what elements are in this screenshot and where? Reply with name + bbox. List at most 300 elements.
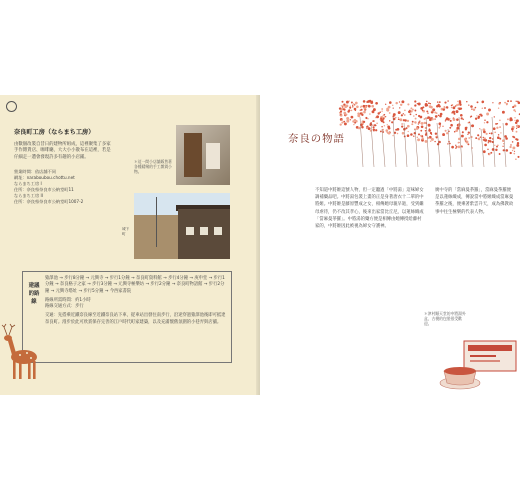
blossom-dot	[364, 105, 365, 106]
blossom-dot	[342, 105, 344, 107]
blossom-dot	[414, 110, 416, 112]
blossom-dot	[454, 131, 456, 133]
blossom-dot	[386, 109, 389, 112]
blossom-dot	[497, 123, 498, 124]
photo-caption: ＊津村順天堂的中將湯外盒，古樸的包裝很受歡迎。	[424, 311, 466, 327]
blossom-dot	[389, 112, 391, 114]
blossom-dot	[415, 118, 417, 120]
blossom-dot	[458, 142, 460, 144]
blossom-dot	[515, 138, 517, 140]
blossom-dot	[461, 146, 463, 148]
story-column-1: 不知道中將姬這號人物，但一定聽過「中將湯」這味婦女調補藥品吧。中將湯包裝上畫的正是身著唐衣十二單的中將姬。中將姬是藤原豐成之女，相傳她母親早逝，受到繼母虐待，仍不改其孝心，後來出家當比丘尼，以蓮絲織成「當麻曼荼羅」。中將湯的藥方便是相傳由她傳授給藤村家的，中將姬因此被視為婦女守護神。	[315, 188, 424, 230]
blossom-dot	[451, 107, 452, 108]
blossom-dot	[499, 153, 501, 155]
route-time: 路線所需時間：約1小時	[45, 297, 91, 303]
blossom-dot	[412, 121, 414, 123]
blossom-dot	[462, 131, 464, 133]
blossom-dot	[479, 114, 480, 115]
blossom-dot	[373, 128, 375, 130]
heading-title: 奈良の物語	[288, 133, 345, 145]
blossom-dot	[401, 123, 402, 124]
blossom-dot	[499, 126, 501, 128]
shop-info-line: 住所：奈良県奈良市公納堂町11	[14, 186, 74, 192]
blossom-dot	[429, 128, 431, 130]
blossom-dot	[470, 105, 473, 108]
blossom-dot	[468, 104, 469, 105]
blossom-dot	[418, 103, 421, 106]
blossom-dot	[355, 102, 358, 105]
blossom-dot	[410, 107, 412, 109]
blossom-dot	[516, 131, 518, 133]
blossom-dot	[435, 115, 438, 118]
blossom-dot	[509, 146, 511, 148]
blossom-dot	[461, 117, 463, 119]
blossom-dot	[478, 138, 480, 140]
blossom-dot	[343, 109, 344, 110]
blossom-dot	[437, 143, 439, 145]
blossom-dot	[340, 123, 342, 125]
blossom-dot	[418, 133, 420, 135]
blossom-dot	[456, 104, 458, 106]
blossom-dot	[414, 121, 416, 123]
blossom-dot	[479, 128, 480, 129]
blossom-dot	[417, 137, 419, 139]
blossom-dot	[464, 138, 467, 141]
blossom-dot	[514, 117, 515, 118]
blossom-dot	[499, 102, 501, 104]
blossom-dot	[418, 121, 420, 123]
blossom-dot	[373, 126, 375, 128]
blossom-dot	[388, 132, 391, 135]
blossom-dot	[417, 138, 420, 141]
blossom-dot	[512, 130, 513, 131]
blossom-dot	[346, 101, 349, 104]
blossom-dot	[430, 103, 431, 104]
blossom-dot	[461, 135, 464, 138]
blossom-dot	[498, 108, 499, 109]
blossom-dot	[502, 146, 503, 147]
blossom-dot	[489, 133, 490, 134]
branch-line	[448, 129, 451, 167]
blossom-dot	[398, 117, 399, 118]
blossom-dot	[431, 111, 432, 112]
blossom-dot	[351, 110, 353, 112]
blossom-dot	[407, 120, 409, 122]
blossom-dot	[426, 101, 428, 103]
blossom-dot	[353, 124, 354, 125]
blossom-dot	[469, 121, 471, 123]
blossom-dot	[494, 145, 495, 146]
branch-line	[470, 123, 473, 167]
blossom-dot	[417, 103, 418, 104]
blossom-dot	[363, 100, 366, 103]
blossom-dot	[513, 109, 515, 111]
blossom-dot	[434, 118, 435, 119]
blossom-dot	[398, 111, 401, 114]
blossom-dot	[348, 109, 350, 111]
blossom-dot	[414, 132, 416, 134]
blossom-dot	[430, 132, 432, 134]
blossom-dot	[510, 100, 512, 102]
blossom-dot	[503, 149, 505, 151]
blossom-dot	[363, 121, 365, 123]
blossom-dot	[404, 119, 406, 121]
blossom-dot	[484, 122, 485, 123]
blossom-dot	[452, 111, 455, 114]
blossom-dot	[507, 118, 509, 120]
branch-line	[415, 129, 418, 167]
shop-info-line: 住所：奈良県奈良市公納堂町1007-2	[14, 198, 84, 204]
blossom-dot	[394, 132, 396, 134]
blossom-dot	[399, 107, 400, 108]
blossom-dot	[340, 112, 342, 114]
blossom-dot	[367, 100, 370, 103]
branch-line	[393, 117, 396, 167]
blossom-dot	[381, 126, 382, 127]
blossom-dot	[372, 110, 375, 113]
blossom-dot	[416, 114, 417, 115]
blossom-dot	[385, 129, 388, 132]
blossom-dot	[412, 109, 414, 111]
blossom-dot	[468, 132, 470, 134]
blossom-dot	[392, 105, 393, 106]
blossom-dot	[480, 136, 482, 138]
blossom-dot	[365, 117, 367, 119]
story-column-2: 廣中寺的「當麻曼荼羅」，當麻曼荼羅便是以蓮絲織成，傳說當中將姬織成當麻曼荼羅之後，便乘著紫雲升天，成為佛教故事中往生極樂的代表人物。	[435, 188, 514, 215]
blossom-dot	[470, 136, 472, 138]
route-path: 猿澤池 → 步行8分鐘 → 元興寺 → 步行1分鐘 → 奈良町資料館 → 步行4分鐘 → 庚申堂 → 步行1分鐘 → 奈良格子之家 → 步行3分鐘 → 元興寺極樂坊 → 步行2分鐘 → 奈良町物語館 → 步行2分鐘 → 元興寺塔址 → 步行5分鐘 → 今西家書院	[45, 276, 225, 294]
blossom-dot	[477, 101, 479, 103]
blossom-dot	[487, 149, 488, 150]
blossom-dot	[484, 120, 485, 121]
blossom-dot	[483, 131, 486, 134]
blossom-dot	[493, 127, 496, 130]
blossom-dot	[490, 152, 492, 154]
blossom-dot	[513, 153, 515, 155]
blossom-dot	[377, 112, 379, 114]
blossom-dot	[512, 141, 514, 143]
blossom-dot	[422, 110, 424, 112]
street-caption: 城下町	[122, 227, 130, 236]
blossom-dot	[473, 109, 475, 111]
blossom-dot	[435, 133, 437, 135]
blossom-dot	[351, 117, 353, 119]
blossom-dot	[397, 128, 400, 131]
blossom-dot	[471, 124, 474, 127]
blossom-dot	[402, 132, 405, 135]
blossom-dot	[341, 105, 342, 106]
blossom-dot	[495, 149, 497, 151]
blossom-dot	[514, 151, 515, 152]
blossom-dot	[408, 131, 409, 132]
shop-info-line: ならまち工房 I	[14, 181, 42, 187]
blossom-dot	[438, 115, 439, 116]
blossom-dot	[380, 130, 382, 132]
blossom-dot	[407, 103, 409, 105]
blossom-dot	[382, 115, 383, 116]
blossom-dot	[506, 149, 509, 152]
blossom-dot	[360, 106, 361, 107]
blossom-dot	[499, 138, 501, 140]
blossom-dot	[512, 146, 515, 149]
blossom-dot	[467, 143, 469, 145]
blossom-dot	[368, 127, 371, 130]
blossom-dot	[349, 107, 351, 109]
blossom-dot	[366, 127, 367, 128]
page-number	[6, 101, 17, 112]
right-page	[260, 95, 520, 395]
blossom-dot	[471, 108, 472, 109]
blossom-dot	[393, 107, 394, 108]
blossom-dot	[420, 116, 423, 119]
blossom-dot	[428, 117, 430, 119]
shop-details	[14, 169, 112, 204]
blossom-dot	[488, 153, 489, 154]
blossom-dot	[430, 106, 433, 109]
blossom-dot	[459, 102, 462, 105]
blossom-dot	[437, 101, 438, 102]
blossom-dot	[427, 113, 428, 114]
blossom-dot	[455, 147, 456, 148]
blossom-dot	[514, 120, 515, 121]
shop-sign-photo	[176, 125, 230, 185]
blossom-dot	[391, 121, 393, 123]
window	[186, 227, 194, 235]
blossom-dot	[489, 140, 491, 142]
blossom-dot	[486, 121, 488, 123]
blossom-dot	[449, 143, 451, 145]
blossom-dot	[413, 135, 414, 136]
blossom-dot	[515, 158, 517, 160]
blossom-dot	[443, 106, 445, 108]
blossom-dot	[497, 144, 499, 146]
blossom-dot	[460, 114, 463, 117]
blossom-dot	[505, 137, 508, 140]
blossom-dot	[507, 100, 509, 102]
blossom-dot	[399, 101, 400, 102]
blossom-dot	[516, 125, 519, 128]
blossom-dot	[438, 141, 441, 144]
section-heading	[288, 130, 358, 160]
blossom-dot	[466, 101, 467, 102]
blossom-dot	[496, 127, 498, 129]
blossom-dot	[476, 115, 477, 116]
blossom-dot	[428, 102, 430, 104]
blossom-dot	[392, 135, 393, 136]
utility-pole	[156, 197, 157, 247]
blossom-dot	[341, 119, 343, 121]
blossom-dot	[516, 144, 519, 147]
blossom-dot	[456, 118, 459, 121]
walking-route-box	[22, 271, 232, 363]
blossom-dot	[436, 137, 438, 139]
blossom-dot	[346, 105, 349, 108]
blossom-dot	[451, 146, 454, 149]
blossom-dot	[439, 127, 441, 129]
blossom-dot	[500, 132, 501, 133]
blossom-dot	[354, 108, 357, 111]
shop-description: 由數個改裝自昔日的建物所組成，這裡聚集了多家手作雜貨店、咖啡廳，大大小小散布在這裡，若是仔細走一遭會發現許多有趣的小店鋪。	[14, 142, 111, 160]
shop-info-line: 營業時間：依店舗不同	[14, 169, 56, 175]
blossom-dot	[428, 124, 431, 127]
blossom-dot	[439, 125, 440, 126]
blossom-dot	[363, 111, 366, 114]
blossom-dot	[477, 116, 479, 118]
blossom-dot	[407, 125, 410, 128]
blossom-dot	[498, 134, 499, 135]
blossom-dot	[392, 115, 394, 117]
tea-product-illustration	[430, 335, 520, 395]
blossom-dot	[344, 122, 347, 125]
blossom-dot	[361, 109, 363, 111]
blossom-dot	[486, 113, 489, 116]
blossom-dot	[453, 118, 456, 121]
blossom-dot	[494, 131, 496, 133]
blossom-dot	[376, 115, 379, 118]
blossom-dot	[401, 126, 403, 128]
blossom-dot	[380, 119, 381, 120]
route-body	[45, 276, 227, 326]
blossom-dot	[458, 146, 461, 149]
blossom-dot	[509, 119, 511, 121]
blossom-dot	[374, 124, 376, 126]
blossom-dot	[512, 106, 514, 108]
blossom-dot	[420, 107, 423, 110]
blossom-dot	[384, 125, 385, 126]
blossom-dot	[434, 141, 435, 142]
blossom-dot	[381, 110, 382, 111]
blossom-dot	[450, 124, 453, 127]
branch-line	[481, 129, 484, 167]
blossom-dot	[489, 137, 491, 139]
blossom-dot	[517, 142, 519, 144]
blossom-dot	[352, 106, 353, 107]
blossom-dot	[445, 130, 447, 132]
blossom-dot	[502, 111, 505, 114]
blossom-dot	[442, 133, 445, 136]
blossom-dot	[446, 117, 449, 120]
blossom-dot	[397, 133, 399, 135]
blossom-dot	[383, 114, 385, 116]
blossom-dot	[456, 127, 459, 130]
blossom-dot	[448, 131, 449, 132]
blossom-dot	[425, 104, 428, 107]
blossom-dot	[420, 130, 422, 132]
blossom-dot	[467, 134, 468, 135]
blossom-dot	[388, 106, 391, 109]
blossom-dot	[361, 126, 363, 128]
blossom-dot	[413, 115, 415, 117]
blossom-dot	[447, 100, 449, 102]
blossom-dot	[475, 137, 477, 139]
route-label: 建議的路線	[28, 283, 40, 305]
blossom-dot	[516, 128, 517, 129]
blossom-dot	[352, 105, 353, 106]
blossom-dot	[494, 116, 495, 117]
blossom-dot	[431, 138, 434, 141]
blossom-dot	[353, 103, 355, 105]
blossom-dot	[380, 117, 382, 119]
blossom-dot	[418, 123, 419, 124]
blossom-dot	[367, 118, 368, 119]
blossom-dot	[431, 118, 433, 120]
blossom-dot	[342, 101, 344, 103]
blossom-dot	[416, 127, 419, 130]
blossom-dot	[368, 105, 371, 108]
blossom-dot	[410, 113, 412, 115]
blossom-dot	[406, 127, 408, 129]
blossom-dot	[513, 136, 515, 138]
blossom-dot	[465, 127, 468, 130]
blossom-dot	[340, 114, 342, 116]
blossom-dot	[449, 118, 450, 119]
blossom-dot	[404, 109, 406, 111]
blossom-dot	[427, 137, 429, 139]
blossom-dot	[376, 123, 378, 125]
blossom-dot	[350, 119, 351, 120]
shop-info-line: 網址：naraboubou.chottu.net	[14, 175, 75, 181]
blossom-dot	[422, 137, 424, 139]
shop-info	[14, 127, 112, 263]
blossom-dot	[447, 143, 448, 144]
blossom-dot	[384, 116, 385, 117]
blossom-dot	[398, 119, 399, 120]
blossom-dot	[407, 134, 410, 137]
blossom-dot	[372, 100, 373, 101]
window	[214, 227, 222, 235]
blossom-dot	[385, 104, 386, 105]
blossom-dot	[375, 102, 378, 105]
blossom-dot	[510, 144, 511, 145]
blossom-dot	[346, 117, 349, 120]
blossom-dot	[488, 108, 491, 111]
blossom-dot	[438, 105, 440, 107]
blossom-dot	[399, 118, 402, 121]
blossom-dot	[424, 118, 426, 120]
blossom-dot	[366, 126, 367, 127]
blossom-dot	[400, 104, 402, 106]
book-spread	[0, 95, 520, 395]
blossom-dot	[434, 111, 436, 113]
blossom-dot	[477, 134, 479, 136]
street-photo	[134, 193, 230, 259]
blossom-dot	[462, 119, 463, 120]
blossom-dot	[455, 145, 456, 146]
blossom-dot	[492, 102, 493, 103]
route-transport: 路線交通方式：步行	[45, 304, 84, 310]
blossom-dot	[483, 139, 485, 141]
blossom-dot	[475, 118, 477, 120]
blossom-dot	[517, 156, 519, 158]
blossom-dot	[356, 105, 359, 108]
blossom-dot	[510, 152, 512, 154]
blossom-dot	[517, 101, 519, 103]
blossom-dot	[389, 101, 392, 104]
left-page	[0, 95, 260, 395]
blossom-dot	[358, 127, 361, 130]
blossom-dot	[439, 115, 442, 118]
shop-info-line: ならまち工房 II	[14, 192, 43, 198]
deer-illustration	[0, 319, 42, 383]
branch-line	[503, 123, 506, 167]
blossom-dot	[482, 101, 485, 104]
blossom-dot	[410, 110, 412, 112]
blossom-dot	[442, 126, 443, 127]
paper-sign	[206, 143, 220, 169]
blossom-dot	[430, 141, 431, 142]
blossom-dot	[439, 122, 442, 125]
blossom-dot	[395, 102, 397, 104]
